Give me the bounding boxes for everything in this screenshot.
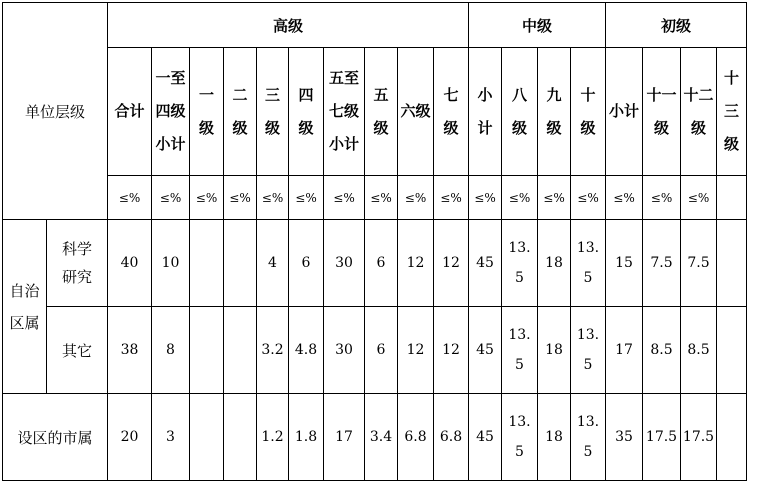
column-header: 六级 [398, 48, 434, 176]
row-label: 其它 [47, 307, 108, 394]
unit-cell: ≤% [257, 176, 289, 220]
unit-cell: ≤% [571, 176, 606, 220]
unit-cell: ≤% [190, 176, 224, 220]
table-cell: 10 [152, 220, 190, 307]
table-cell: 18 [538, 220, 571, 307]
table-cell: 12 [434, 220, 469, 307]
table-cell: 13.5 [571, 307, 606, 394]
table-cell [717, 394, 747, 481]
corner-header-cell [3, 3, 108, 220]
table-cell: 6.8 [398, 394, 434, 481]
column-header: 三 级 [257, 48, 289, 176]
column-header: 八 级 [502, 48, 538, 176]
table-cell: 6 [365, 307, 398, 394]
column-header: 十一 级 [643, 48, 681, 176]
unit-cell: ≤% [365, 176, 398, 220]
table-cell [224, 220, 257, 307]
column-header: 十二 级 [681, 48, 717, 176]
table-row [3, 394, 747, 481]
column-header: 九 级 [538, 48, 571, 176]
table-cell: 8.5 [681, 307, 717, 394]
table-cell [190, 307, 224, 394]
unit-cell: ≤% [324, 176, 365, 220]
unit-cell: ≤% [538, 176, 571, 220]
unit-cell: ≤% [643, 176, 681, 220]
table-cell: 20 [108, 394, 152, 481]
table-cell: 12 [398, 307, 434, 394]
group-header-senior: 高级 [108, 3, 469, 48]
row-group-label [3, 220, 47, 394]
column-header: 五 级 [365, 48, 398, 176]
table-cell: 4.8 [289, 307, 324, 394]
column-header: 十 级 [571, 48, 606, 176]
table-cell: 35 [606, 394, 643, 481]
table-cell: 18 [538, 394, 571, 481]
column-header: 一 级 [190, 48, 224, 176]
table-cell: 3.2 [257, 307, 289, 394]
table-cell: 6 [365, 220, 398, 307]
table-cell [224, 394, 257, 481]
table-cell: 17 [606, 307, 643, 394]
corner-header-label: 单位层级 [24, 102, 85, 121]
table-cell: 40 [108, 220, 152, 307]
table-cell: 6.8 [434, 394, 469, 481]
table-cell [717, 307, 747, 394]
table-cell: 13.5 [571, 220, 606, 307]
unit-cell: ≤% [434, 176, 469, 220]
table-cell: 4 [257, 220, 289, 307]
group-header-intermediate: 中级 [469, 3, 606, 48]
unit-cell: ≤% [224, 176, 257, 220]
row-label: 科学研究 [47, 220, 108, 307]
table-cell: 30 [324, 307, 365, 394]
column-header: 合计 [108, 48, 152, 176]
row-label: 设区的市属 [3, 394, 108, 481]
column-header: 一至 四级 小计 [152, 48, 190, 176]
unit-cell: ≤% [289, 176, 324, 220]
table-cell: 30 [324, 220, 365, 307]
table-cell: 17.5 [643, 394, 681, 481]
table-cell: 13.5 [571, 394, 606, 481]
table-cell: 18 [538, 307, 571, 394]
table-cell: 3.4 [365, 394, 398, 481]
table-cell: 45 [469, 307, 502, 394]
table-cell: 12 [398, 220, 434, 307]
unit-cell: ≤% [398, 176, 434, 220]
column-header: 小计 [606, 48, 643, 176]
table-cell: 6 [289, 220, 324, 307]
table-cell: 45 [469, 394, 502, 481]
unit-cell [717, 176, 747, 220]
column-header: 二 级 [224, 48, 257, 176]
table-cell: 8 [152, 307, 190, 394]
table-cell [224, 307, 257, 394]
unit-cell: ≤% [606, 176, 643, 220]
column-header: 小 计 [469, 48, 502, 176]
unit-cell: ≤% [502, 176, 538, 220]
table-cell: 12 [434, 307, 469, 394]
unit-cell: ≤% [152, 176, 190, 220]
table-cell: 3 [152, 394, 190, 481]
table-row [3, 307, 747, 394]
table-cell: 7.5 [643, 220, 681, 307]
column-header: 十 三 级 [717, 48, 747, 176]
unit-cell: ≤% [108, 176, 152, 220]
table-cell [717, 220, 747, 307]
column-header: 四 级 [289, 48, 324, 176]
table-cell: 1.2 [257, 394, 289, 481]
table-cell: 8.5 [643, 307, 681, 394]
table-cell: 17 [324, 394, 365, 481]
column-header: 七 级 [434, 48, 469, 176]
grade-ratio-table [2, 2, 747, 481]
table-cell: 13.5 [502, 307, 538, 394]
table-cell: 13.5 [502, 394, 538, 481]
table-cell: 1.8 [289, 394, 324, 481]
row-group-text: 自治区属 [9, 281, 40, 332]
table-cell: 38 [108, 307, 152, 394]
column-header: 五至 七级 小计 [324, 48, 365, 176]
table-cell: 17.5 [681, 394, 717, 481]
group-header-junior: 初级 [606, 3, 747, 48]
table-cell [190, 220, 224, 307]
table-cell [190, 394, 224, 481]
table-cell: 13.5 [502, 220, 538, 307]
table-cell: 7.5 [681, 220, 717, 307]
unit-cell: ≤% [469, 176, 502, 220]
unit-cell: ≤% [681, 176, 717, 220]
table-cell: 15 [606, 220, 643, 307]
table-cell: 45 [469, 220, 502, 307]
table-row [3, 220, 747, 307]
